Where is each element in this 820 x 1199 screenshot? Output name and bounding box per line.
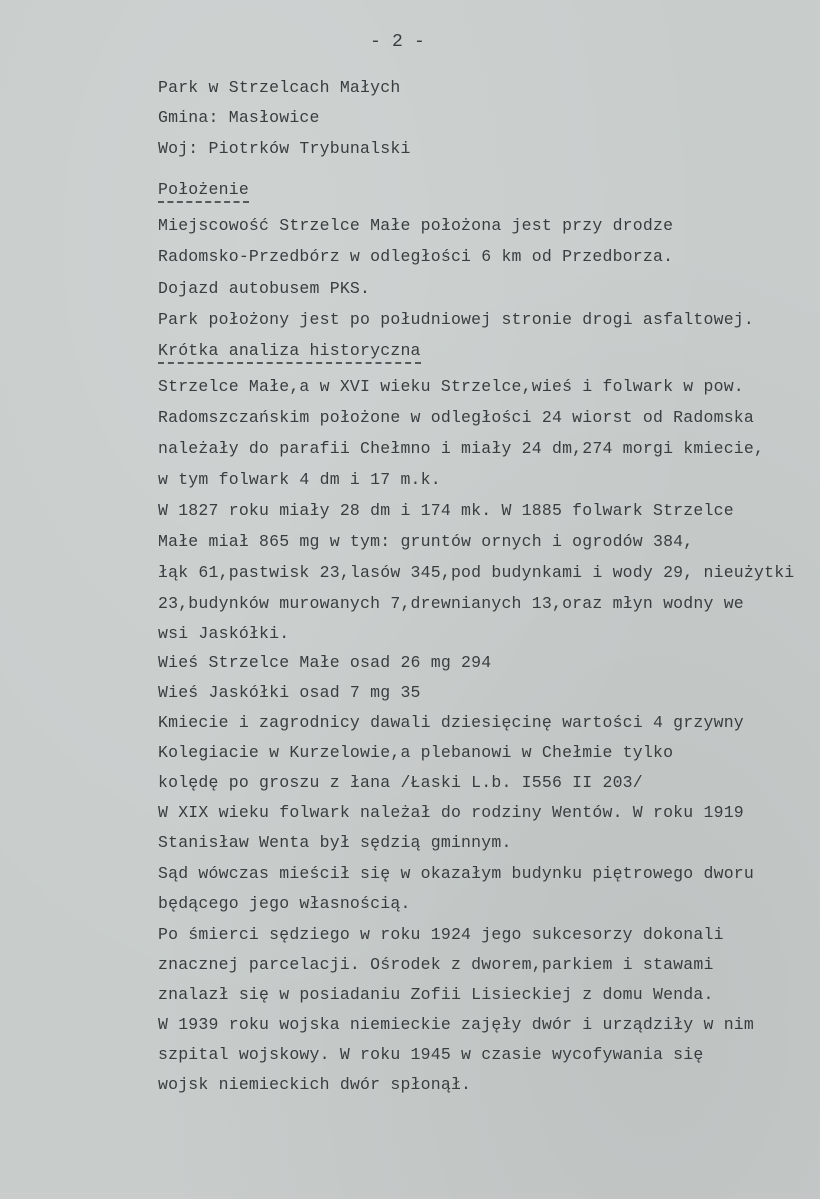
analiza-line: będącego jego własnością.	[158, 894, 411, 913]
analiza-line: Małe miał 865 mg w tym: gruntów ornych i ogrodów 384,	[158, 532, 694, 551]
polozenie-line: Park położony jest po południowej stronie drogi asfaltowej.	[158, 310, 754, 329]
analiza-line: Kmiecie i zagrodnicy dawali dziesięcinę wartości 4 grzywny	[158, 713, 744, 732]
analiza-line: Sąd wówczas mieścił się w okazałym budynku piętrowego dworu	[158, 864, 754, 883]
analiza-line: W 1939 roku wojska niemieckie zajęły dwór i urządziły w nim	[158, 1015, 754, 1034]
analiza-line: W XIX wieku folwark należał do rodziny Wentów. W roku 1919	[158, 803, 744, 822]
analiza-line: Radomszczańskim położone w odległości 24 wiorst od Radomska	[158, 408, 754, 427]
section-heading-analiza: Krótka analiza historyczna	[158, 341, 421, 364]
analiza-line: Wieś Strzelce Małe osad 26 mg 294	[158, 653, 492, 672]
analiza-line: kolędę po groszu z łana /Łaski L.b. I556 II 203/	[158, 773, 643, 792]
header-woj: Woj: Piotrków Trybunalski	[158, 139, 411, 158]
analiza-line: szpital wojskowy. W roku 1945 w czasie wycofywania się	[158, 1045, 704, 1064]
polozenie-line: Miejscowość Strzelce Małe położona jest przy drodze	[158, 216, 674, 235]
analiza-line: Wieś Jaskółki osad 7 mg 35	[158, 683, 421, 702]
analiza-line: 23,budynków murowanych 7,drewnianych 13,oraz młyn wodny we	[158, 594, 744, 613]
section-heading-polozenie: Położenie	[158, 180, 249, 203]
analiza-line: Kolegiacie w Kurzelowie,a plebanowi w Chełmie tylko	[158, 743, 674, 762]
analiza-line: znalazł się w posiadaniu Zofii Lisieckiej z domu Wenda.	[158, 985, 714, 1004]
analiza-line: łąk 61,pastwisk 23,lasów 345,pod budynkami i wody 29, nieużytki	[158, 563, 795, 582]
polozenie-line: Radomsko-Przedbórz w odległości 6 km od Przedborza.	[158, 247, 674, 266]
header-park: Park w Strzelcach Małych	[158, 78, 401, 97]
analiza-line: Stanisław Wenta był sędzią gminnym.	[158, 833, 512, 852]
analiza-line: w tym folwark 4 dm i 17 m.k.	[158, 470, 441, 489]
analiza-line: W 1827 roku miały 28 dm i 174 mk. W 1885 folwark Strzelce	[158, 501, 734, 520]
analiza-line: wojsk niemieckich dwór spłonął.	[158, 1075, 472, 1094]
analiza-line: znacznej parcelacji. Ośrodek z dworem,parkiem i stawami	[158, 955, 714, 974]
page-number: - 2 -	[370, 32, 426, 52]
header-gmina: Gmina: Masłowice	[158, 108, 320, 127]
analiza-line: Po śmierci sędziego w roku 1924 jego sukcesorzy dokonali	[158, 925, 724, 944]
analiza-line: wsi Jaskółki.	[158, 624, 290, 643]
polozenie-line: Dojazd autobusem PKS.	[158, 279, 371, 298]
analiza-line: należały do parafii Chełmno i miały 24 dm,274 morgi kmiecie,	[158, 439, 765, 458]
analiza-line: Strzelce Małe,a w XVI wieku Strzelce,wieś i folwark w pow.	[158, 377, 744, 396]
